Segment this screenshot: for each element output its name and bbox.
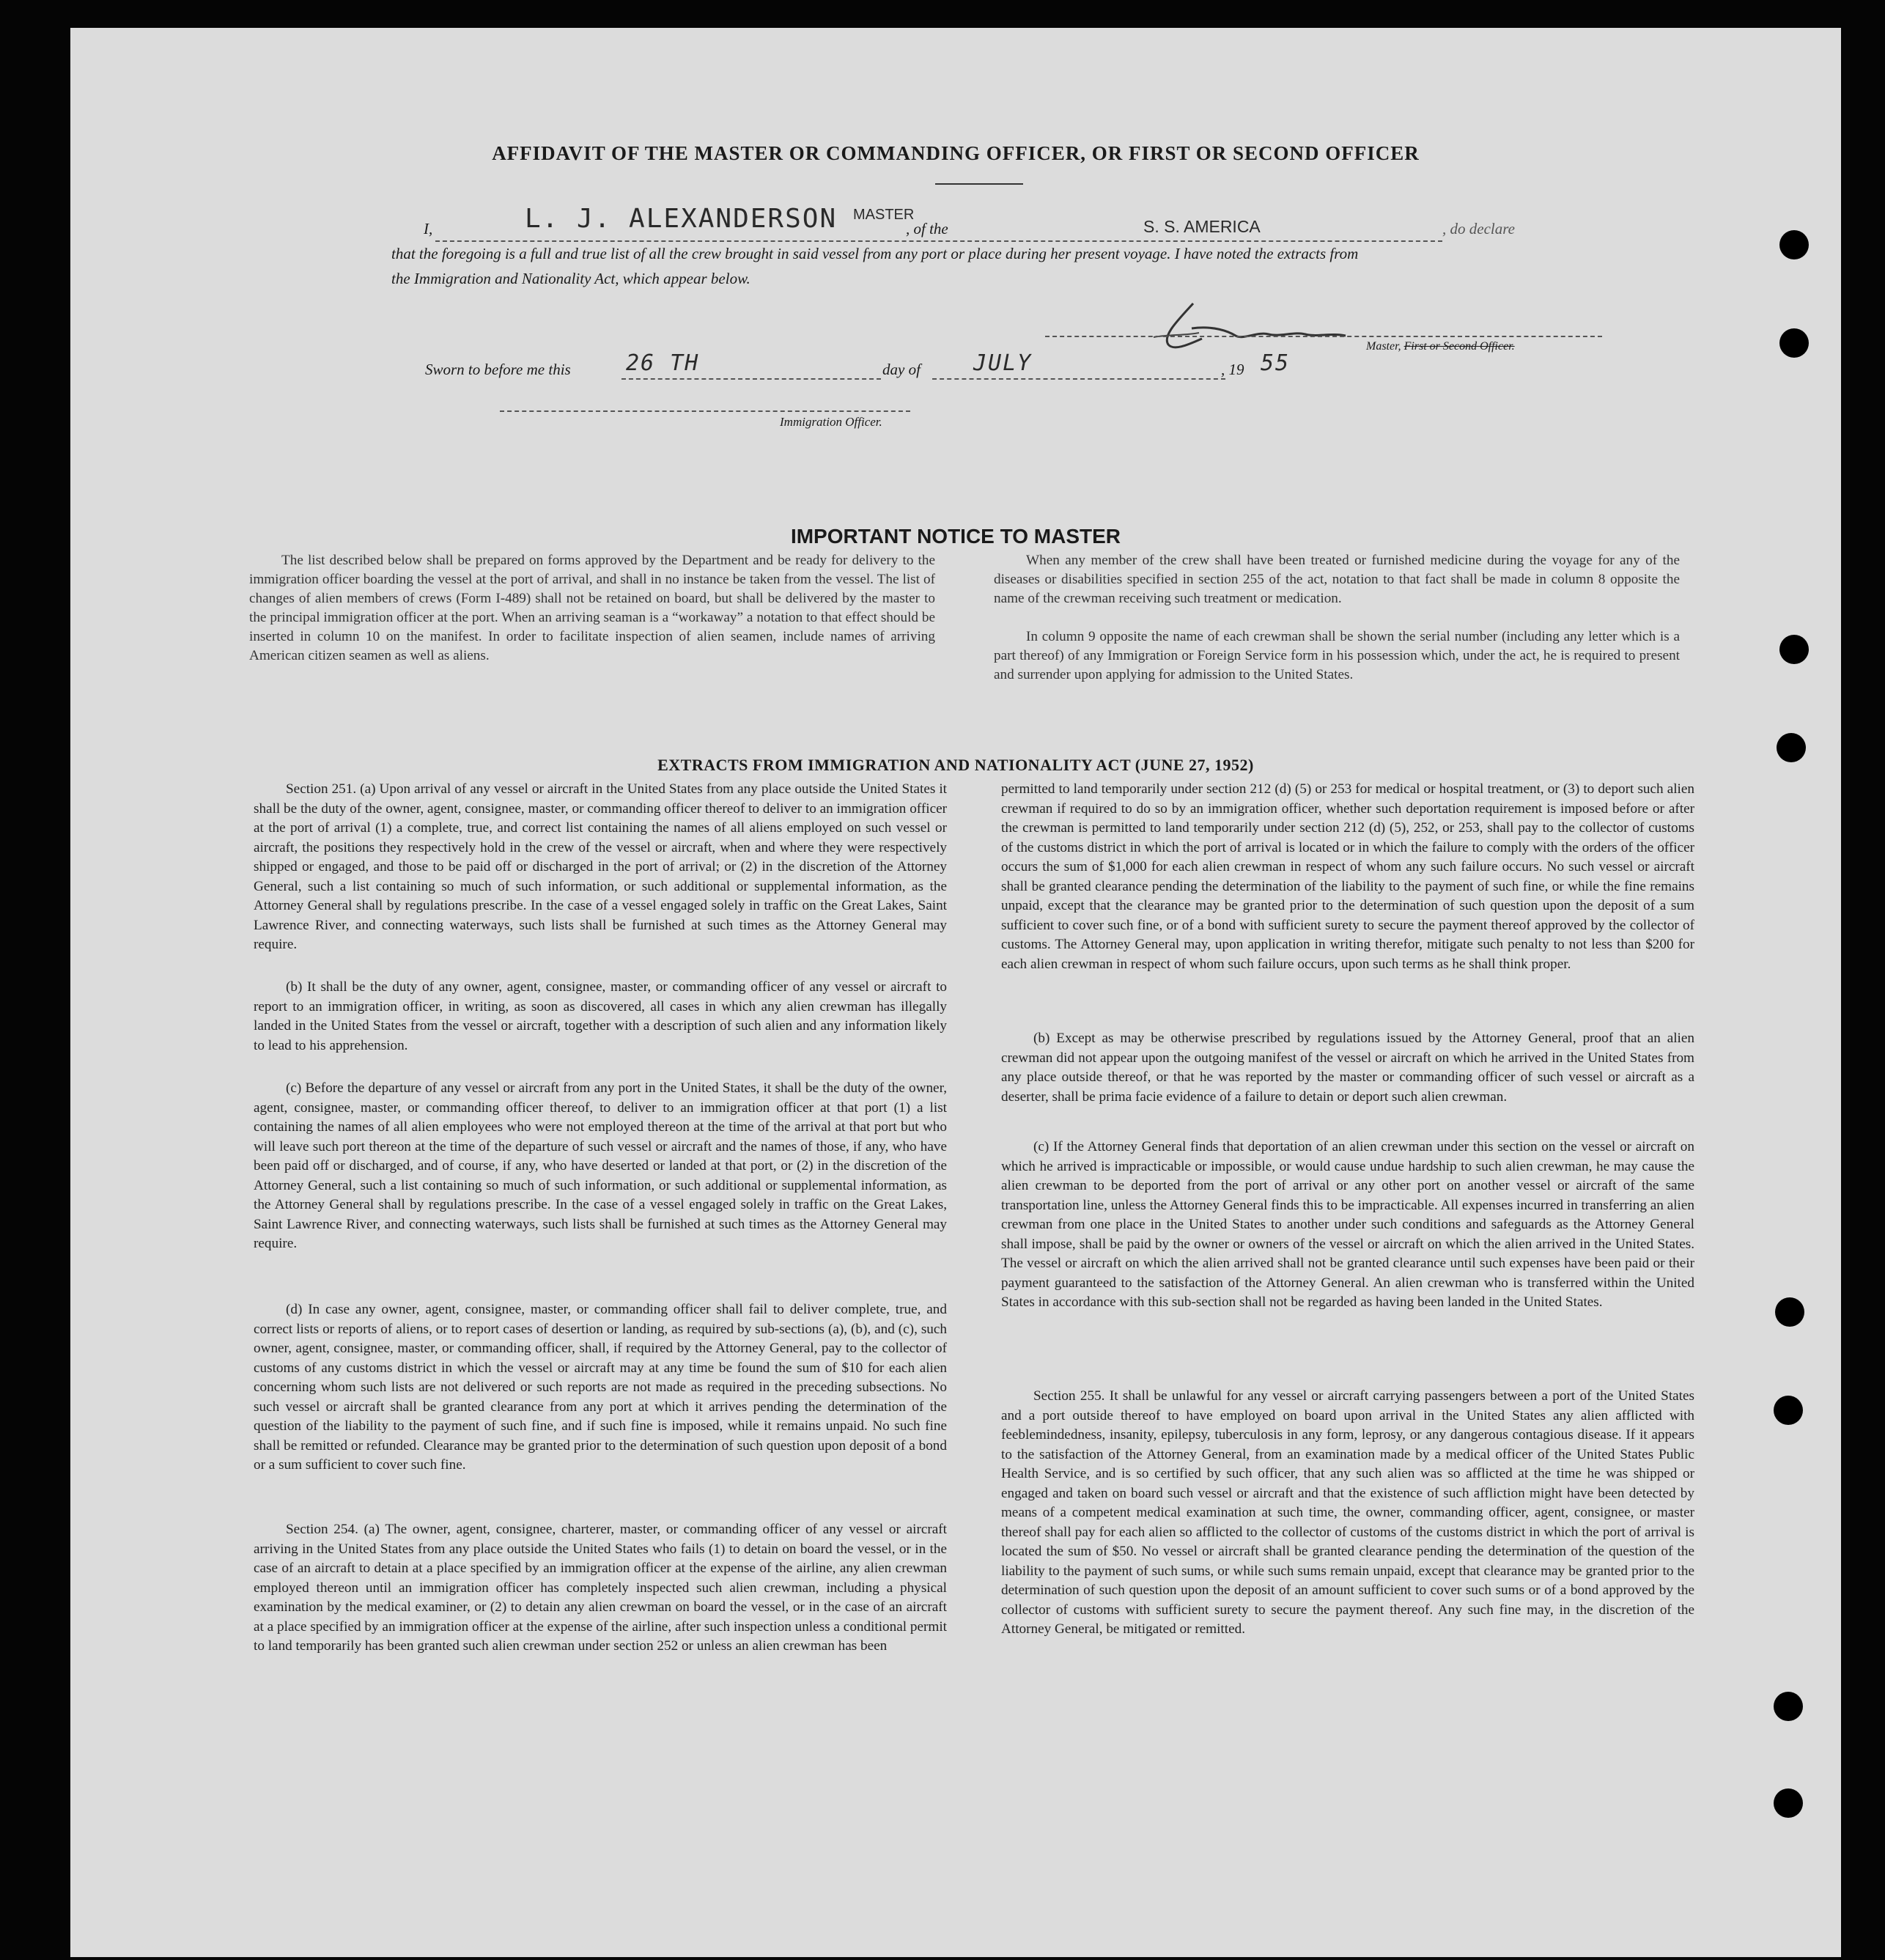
notice-left-paragraph: The list described below shall be prepared on forms approved by the Department and be ready for delivery to the immigration officer boarding the vessel at the port of arrival, and shall in no instance be taken from the vessel. The list of changes of alien members of crews (Form I-489) shall not be retained on board, but shall be delivered by the master to the principal immigration officer at the port. When an arriving seaman is a “workaway” a notation to that effect should be inserted in column 10 on the manifest. In order to facilitate inspection of alien seamen, include names of arriving American citizen seamen as well as aliens. [249,553,935,663]
vessel-line [989,240,1442,242]
i-label: I, [424,220,433,237]
of-the-label: , of the [906,220,948,237]
section-251-a: Section 251. (a) Upon arrival of any vessel or aircraft in the United States from any place outside the United States it shall be the duty of the owner, agent, consignee, master, or commanding officer thereof to deliver to an immigration officer at the port of arrival (1) a complete, true, and correct list containing the names of all aliens employed on such vessel or aircraft, the positions they respectively hold in the crew of the vessel or aircraft, when and where they were respectively shipped or engaged, and those to be paid off or discharged in the port of arrival; or (2) in the discretion of the Attorney General, such a list containing so much of such information, or such additional or supplemental information, as the Attorney General shall by regulations prescribe. In the case of a vessel engaged solely in traffic on the Great Lakes, Saint Lawrence River, and connecting waterways, such lists shall be furnished at such times as the Attorney General may require. [254,781,947,952]
punch-hole [1779,328,1809,358]
month-line [932,378,1225,380]
punch-hole [1774,1396,1803,1425]
vessel-name: S. S. AMERICA [1143,217,1261,236]
punch-hole [1775,1297,1804,1327]
notice-right-paragraph-1: When any member of the crew shall have been treated or furnished medicine during the voyage for any of the diseases or disabilities specified in section 255 of the act, notation to that fact shall be made in column 8 opposite the name of the crewman receiving such treatment or medication. [994,553,1680,606]
document-page [70,28,1841,1957]
rank-stamp: MASTER [853,207,915,223]
punch-hole [1774,1692,1803,1721]
section-254-a-cont: permitted to land temporarily under section 212 (d) (5) or 253 for medical or hospital treatment, or (3) to deport such alien crewman if required to do so by an immigration officer, whether such deportation requirement is imposed before or after the crewman is permitted to land temporarily under section 212 (d) (5), 252, or 253, shall pay to the collector of customs of the customs district in which the port of arrival is located or in which the failure to comply with the orders of the officer occurs the sum of $1,000 for each alien crewman in respect of whom any such failure occurs. No such vessel or aircraft shall be granted clearance pending the determination of the liability to the payment of such fine, or while the fine remains unpaid, except that the clearance may be granted prior to the determination of such question upon the deposit of a sum sufficient to cover such fine, or of a bond with sufficient surety to secure the payment thereof approved by the collector of customs. The Attorney General may, upon application in writing therefor, mitigate such penalty to not less than $200 for each alien crewman in respect of whom such failure occurs, upon such terms as he shall think proper. [1001,781,1694,972]
do-declare-label: , do declare [1442,220,1515,237]
signature-line [1045,336,1602,337]
name-line [435,240,986,242]
section-251-d: (d) In case any owner, agent, consignee, master, or commanding officer shall fail to deliver complete, true, and correct lists or reports of aliens, or to report cases of desertion or landing, as required by sub-sections (a), (b), and (c), such owner, agent, consignee, master, or commanding officer, shall, if required by the Attorney General, pay to the collector of customs of any customs district in which the vessel or aircraft may at any time be found the sum of $10 for each alien concerning whom such lists are not delivered or such reports are not made as required in the preceding subsections. No such vessel or aircraft shall be granted clearance from any port at which it arrives pending the determination of the question of the liability to the payment of such fine, and if such fine is imposed, while it remains unpaid. No such fine shall be remitted or refunded. Clearance may be granted prior to the determination of such question upon deposit of a bond or a sum sufficient to cover such fine. [254,1302,947,1473]
day-line [621,378,881,380]
section-254-b: (b) Except as may be otherwise prescribed by regulations issued by the Attorney General, proof that an alien crewman did not appear upon the outgoing manifest of the vessel or aircraft on which he arrived in the United States from any place outside thereof, or that he was reported by the master or commanding officer of such vessel or aircraft as a deserter, shall be prima facie evidence of a failure to detain or deport such alien crewman. [1001,1031,1694,1105]
section-255: Section 255. It shall be unlawful for any vessel or aircraft carrying passengers between a port of the United States and a port outside thereof to have employed on board upon arrival in the United States any alien afflicted with feeblemindedness, insanity, epilepsy, tuberculosis in any form, leprosy, or any dangerous contagious disease. If it appears to the satisfaction of the Attorney General, from an examination made by a medical officer of the United States Public Health Service, and is so certified by such officer, that any such alien was so afflicted at the time he was shipped or engaged and taken on board such vessel or aircraft and that the existence of such affliction might have been detected by means of a competent medical examination at such time, the owner, commanding officer, agent, consignee, or master thereof shall pay for each alien so afflicted to the collector of customs of the customs district in which the port of arrival is located the sum of $50. No vessel or aircraft shall be granted clearance pending the determination of the question of the liability to the payment of such sums, or while such sums remain unpaid, except that clearance may be granted prior to the determination of such question upon the deposit of an amount sufficient to cover such sums or of a bond approved by the collector of customs with sufficient surety to secure the payment thereof. Any such fine may, in the discretion of the Attorney General, be mitigated or remitted. [1001,1388,1694,1637]
affidavit-title: AFFIDAVIT OF THE MASTER OR COMMANDING OFFICER, OR FIRST OR SECOND OFFICER [492,142,1420,164]
master-signature [1148,299,1368,358]
signature-caption: Master, First or Second Officer. [1366,340,1515,353]
officer-line [500,410,910,412]
notice-title: IMPORTANT NOTICE TO MASTER [790,525,1121,548]
section-251-c: (c) Before the departure of any vessel or aircraft from any port in the United States, it shall be the duty of the owner, agent, consignee, master, or commanding officer thereof, to deliver to an immigration officer at that port (1) a list containing the names of all alien employees who were not employed thereon at the time of the arrival at that port but who will leave such port thereon at the time of the departure of such vessel or aircraft and the names of those, if any, who have been paid off or discharged, and of course, if any, who have deserted or landed at that port, or (2) in the discretion of the Attorney General, such a list containing so much of such information, or such additional or supplemental information, as the Attorney General shall by regulations prescribe. In the case of a vessel engaged solely in traffic on the Great Lakes, Saint Lawrence River, and connecting waterways, such lists shall be furnished at such times as the Attorney General may require. [254,1080,947,1251]
section-254-c: (c) If the Attorney General finds that deportation of an alien crewman under this section on the vessel or aircraft on which he arrived is impracticable or impossible, or would cause undue hardship to such alien crewman, he may cause the alien crewman to be deported from the port of arrival or any other port on another vessel or aircraft of the same transportation line, unless the Attorney General finds this to be impracticable. All expenses incurred in transferring an alien crewman from one place in the United States to another under such conditions and safeguards as the Attorney General shall impose, shall be paid by the owner or owners of the vessel or aircraft on which the alien arrived in the United States. The vessel or aircraft on which the alien arrived shall not be granted clearance until such expenses have been paid or their payment guaranteed to the satisfaction of the Attorney General. An alien crewman who is transferred within the United States in accordance with this sub-section shall not be regarded as having been landed in the United States. [1001,1139,1694,1310]
sworn-month: JULY [973,350,1033,376]
punch-hole [1779,230,1809,259]
year-prefix: , 19 [1221,361,1244,378]
sworn-year: 55 [1261,350,1291,376]
sworn-label: Sworn to before me this [425,361,571,378]
section-251-b: (b) It shall be the duty of any owner, agent, consignee, master, or commanding officer of any vessel or aircraft to report to an immigration officer, in writing, as soon as discovered, all cases in which any alien crewman has illegally landed in the United States from the vessel or aircraft, together with a description of such alien and any information likely to lead to his apprehension. [254,979,947,1053]
punch-hole [1774,1788,1803,1818]
declaration-line-1: that the foregoing is a full and true list of all the crew brought in said vessel from any port or place during her present voyage. I have noted the extracts from [391,245,1359,262]
officer-caption: Immigration Officer. [780,415,882,429]
day-of-label: day of [882,361,921,378]
sworn-day: 26 TH [626,350,700,376]
declaration-line-2: the Immigration and Nationality Act, which appear below. [391,270,750,287]
section-254-a: Section 254. (a) The owner, agent, consignee, charterer, master, or commanding officer of any vessel or aircraft arriving in the United States from any place outside the United States who fails (1) to detain on board the vessel, or in the case of an aircraft to detain at a place specified by an immigration officer at the expense of the airline, any alien crewman employed thereon until an immigration officer has completely inspected such alien crewman, including a physical examination by the medical examiner, or (2) to detain any alien crewman on board the vessel, or in the case of an aircraft at a place specified by an immigration officer at the expense of the airline, after such inspection unless a conditional permit to land temporarily has been granted such alien crewman under section 252 or unless an alien crewman has been [254,1522,947,1654]
punch-hole [1777,733,1806,762]
title-divider [935,183,1023,185]
notice-right-paragraph-2: In column 9 opposite the name of each crewman shall be shown the serial number (including any letter which is a part thereof) of any Immigration or Foreign Service form in his possession which, under the act, he is required to present and surrender upon applying for admission to the United States. [994,629,1680,682]
extracts-title: EXTRACTS FROM IMMIGRATION AND NATIONALITY ACT (JUNE 27, 1952) [657,756,1254,774]
punch-hole [1779,635,1809,664]
master-name: L. J. ALEXANDERSON [525,204,838,234]
